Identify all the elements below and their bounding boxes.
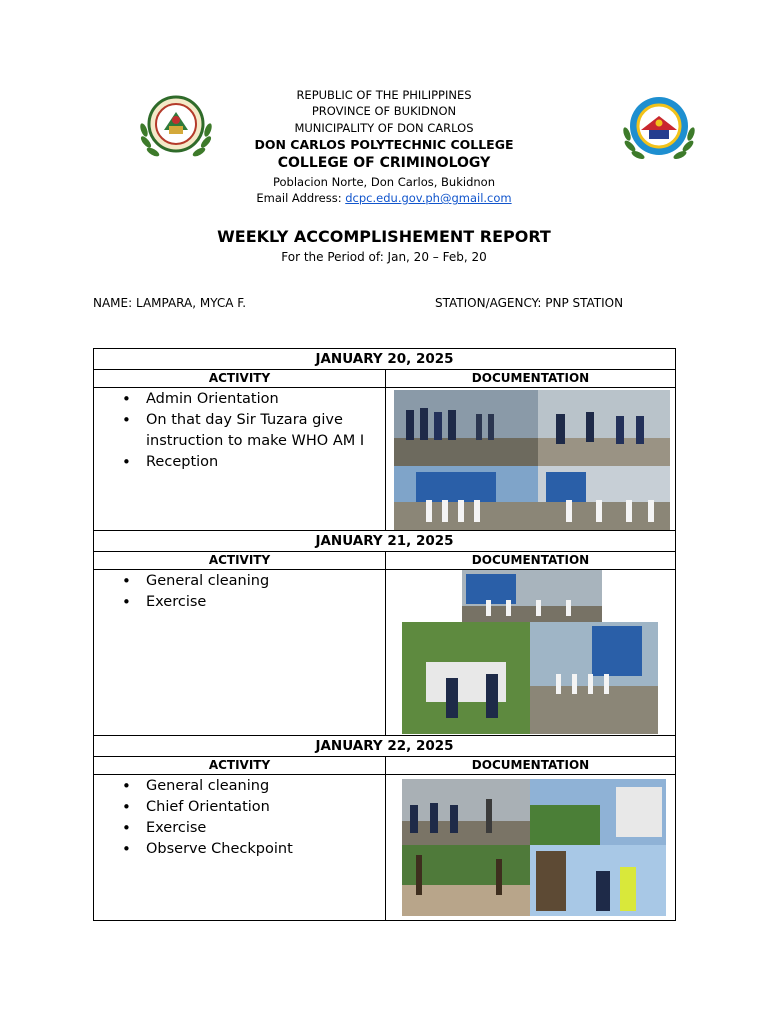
activity-item: • General cleaning bbox=[94, 776, 385, 797]
documentation-header: DOCUMENTATION bbox=[386, 370, 676, 388]
column-header-row bbox=[94, 370, 676, 388]
college-name: DON CARLOS POLYTECHNIC COLLEGE bbox=[254, 137, 514, 152]
content-row bbox=[94, 570, 676, 736]
activity-cell bbox=[94, 570, 386, 736]
activity-cell bbox=[94, 388, 386, 531]
station-agency: STATION/AGENCY: PNP STATION bbox=[435, 296, 624, 310]
column-header-row bbox=[94, 757, 676, 775]
report-title: WEEKLY ACCOMPLISHEMENT REPORT bbox=[217, 227, 551, 246]
date-row bbox=[94, 531, 676, 552]
report-period: For the Period of: Jan, 20 – Feb, 20 bbox=[281, 250, 487, 264]
activity-list bbox=[94, 571, 385, 613]
email-label: Email Address: bbox=[256, 191, 346, 205]
activity-item: • Exercise bbox=[94, 592, 385, 613]
email-link[interactable]: dcpc.edu.gov.ph@gmail.com bbox=[345, 191, 512, 205]
activity-header: ACTIVITY bbox=[94, 552, 386, 570]
documentation-photo-collage bbox=[386, 570, 676, 735]
activity-item: • Chief Orientation bbox=[94, 797, 385, 818]
trainee-name: NAME: LAMPARA, MYCA F. bbox=[93, 296, 247, 310]
activity-item: • On that day Sir Tuzara give instruction to make WHO AM I bbox=[94, 410, 385, 452]
activity-item: • Reception bbox=[94, 452, 385, 473]
date-row bbox=[94, 736, 676, 757]
documentation-header: DOCUMENTATION bbox=[386, 552, 676, 570]
activity-item: • Exercise bbox=[94, 818, 385, 839]
documentation-photo-collage bbox=[386, 775, 676, 920]
activity-item: • General cleaning bbox=[94, 571, 385, 592]
documentation-cell bbox=[386, 570, 676, 736]
activity-header: ACTIVITY bbox=[94, 757, 386, 775]
header-line-province: PROVINCE OF BUKIDNON bbox=[311, 104, 457, 118]
activity-header: ACTIVITY bbox=[94, 370, 386, 388]
activity-item: • Observe Checkpoint bbox=[94, 839, 385, 860]
documentation-cell bbox=[386, 775, 676, 921]
activity-cell bbox=[94, 775, 386, 921]
accomplishment-table bbox=[93, 348, 676, 921]
documentation-cell bbox=[386, 388, 676, 531]
documentation-header: DOCUMENTATION bbox=[386, 757, 676, 775]
date-cell: JANUARY 22, 2025 bbox=[94, 736, 676, 757]
content-row bbox=[94, 775, 676, 921]
documentation-photo-collage bbox=[386, 388, 676, 530]
email-line bbox=[0, 191, 768, 205]
column-header-row bbox=[94, 552, 676, 570]
activity-item: • Admin Orientation bbox=[94, 389, 385, 410]
activity-list bbox=[94, 389, 385, 473]
date-row bbox=[94, 349, 676, 370]
college-address: Poblacion Norte, Don Carlos, Bukidnon bbox=[273, 175, 495, 189]
header-line-republic: REPUBLIC OF THE PHILIPPINES bbox=[296, 88, 472, 102]
date-cell: JANUARY 20, 2025 bbox=[94, 349, 676, 370]
header-line-municipality: MUNICIPALITY OF DON CARLOS bbox=[294, 121, 474, 135]
content-row bbox=[94, 388, 676, 531]
date-cell: JANUARY 21, 2025 bbox=[94, 531, 676, 552]
department-name: COLLEGE OF CRIMINOLOGY bbox=[277, 155, 491, 171]
activity-list bbox=[94, 776, 385, 860]
